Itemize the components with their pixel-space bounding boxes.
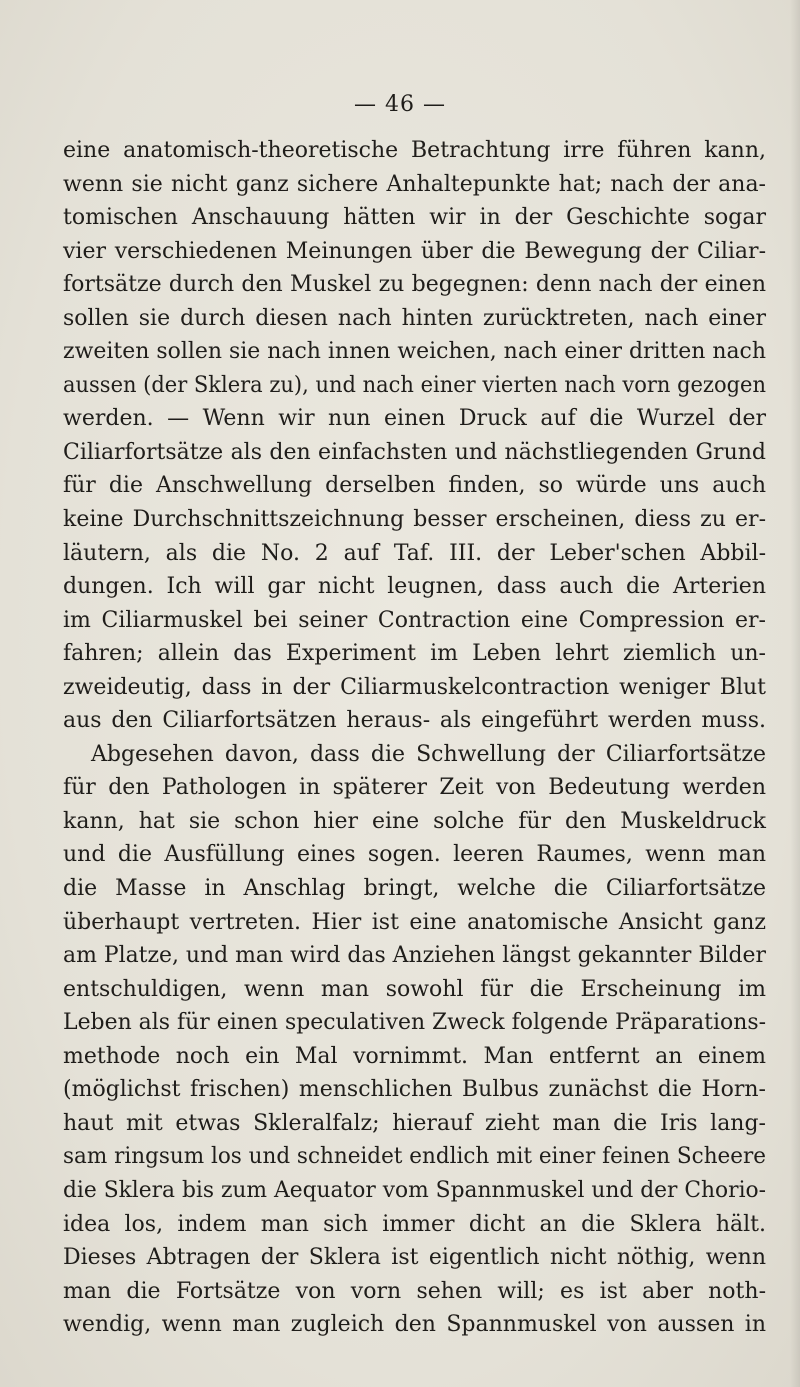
text-line — [63, 469, 766, 503]
text-line-content: die Sklera bis zum Aequator vom Spannmuskel und der Chorio- — [63, 1177, 766, 1203]
text-line — [63, 1107, 766, 1141]
text-line — [63, 201, 766, 235]
text-line-content: Dieses Abtragen der Sklera ist eigentlich nicht nöthig, wenn — [63, 1245, 766, 1271]
text-line-content: wendig, wenn man zugleich den Spannmuskel von aussen in — [63, 1312, 766, 1338]
text-line-content: haut mit etwas Skleralfalz; hierauf zieht man die Iris lang- — [63, 1110, 766, 1136]
text-line — [63, 872, 766, 906]
text-line-content: im Ciliarmuskel bei seiner Contraction eine Compression er- — [63, 607, 766, 633]
text-line — [63, 838, 766, 872]
text-line-content: man die Fortsätze von vorn sehen will; es ist aber noth- — [63, 1278, 766, 1304]
text-line — [63, 235, 766, 269]
text-line — [63, 1241, 766, 1275]
text-line — [63, 503, 766, 537]
text-line — [63, 134, 766, 168]
text-line-content: kann, hat sie schon hier eine solche für den Muskeldruck — [63, 808, 766, 834]
text-line — [63, 402, 766, 436]
text-line — [63, 1006, 766, 1040]
text-line-content: Abgesehen davon, dass die Schwellung der Ciliarfortsätze — [91, 741, 766, 767]
text-line — [63, 335, 766, 369]
text-line-content: entschuldigen, wenn man sowohl für die Erscheinung im — [63, 976, 766, 1002]
text-line — [63, 738, 766, 772]
text-line — [63, 637, 766, 671]
text-line — [63, 604, 766, 638]
text-line-content: und die Ausfüllung eines sogen. leeren Raumes, wenn man — [63, 842, 766, 868]
text-line-content: aussen (der Sklera zu), und nach einer vierten nach vorn gezogen — [63, 372, 766, 398]
text-line — [63, 369, 766, 403]
text-line — [63, 906, 766, 940]
text-line — [63, 671, 766, 705]
text-line — [63, 805, 766, 839]
page-edge-shadow — [790, 0, 800, 1387]
text-line — [63, 1140, 766, 1174]
text-line — [63, 771, 766, 805]
text-line-content: methode noch ein Mal vornimmt. Man entfernt an einem — [63, 1043, 766, 1069]
text-line-content: aus den Ciliarfortsätzen heraus- als eingeführt werden muss. — [63, 708, 766, 734]
text-line-content: für den Pathologen in späterer Zeit von Bedeutung werden — [63, 775, 766, 801]
text-line-content: vier verschiedenen Meinungen über die Bewegung der Ciliar- — [63, 238, 766, 264]
text-line-content: (möglichst frischen) menschlichen Bulbus zunächst die Horn- — [63, 1077, 766, 1103]
text-line-content: fahren; allein das Experiment im Leben lehrt ziemlich un- — [63, 641, 766, 667]
text-line-content: wenn sie nicht ganz sichere Anhaltepunkte hat; nach der ana- — [63, 171, 766, 197]
text-line — [63, 704, 766, 738]
text-line — [63, 1308, 766, 1342]
text-line-content: idea los, indem man sich immer dicht an die Sklera hält. — [63, 1211, 766, 1237]
text-line — [63, 1208, 766, 1242]
body-text — [63, 134, 766, 1342]
text-line — [63, 1275, 766, 1309]
text-line-content: überhaupt vertreten. Hier ist eine anatomische Ansicht ganz — [63, 909, 766, 935]
text-line-content: für die Anschwellung derselben finden, so würde uns auch — [63, 473, 766, 499]
text-line-content: läutern, als die No. 2 auf Taf. III. der Leber'schen Abbil- — [63, 540, 766, 566]
text-line-content: die Masse in Anschlag bringt, welche die Ciliarfortsätze — [63, 876, 766, 902]
text-line-content: sam ringsum los und schneidet endlich mit einer feinen Scheere — [63, 1144, 766, 1170]
text-line-content: zweiten sollen sie nach innen weichen, nach einer dritten nach — [63, 339, 766, 365]
text-line-content: tomischen Anschauung hätten wir in der Geschichte sogar — [63, 205, 766, 231]
text-line — [63, 1073, 766, 1107]
text-line — [63, 939, 766, 973]
text-line — [63, 570, 766, 604]
text-line — [63, 302, 766, 336]
text-line-content: werden. — Wenn wir nun einen Druck auf die Wurzel der — [63, 406, 766, 432]
text-line-content: am Platze, und man wird das Anziehen längst gekannter Bilder — [63, 943, 766, 969]
page-number-header: — 46 — — [354, 92, 446, 117]
text-line-content: dungen. Ich will gar nicht leugnen, dass auch die Arterien — [63, 574, 766, 600]
text-line-content: Leben als für einen speculativen Zweck folgende Präparations- — [63, 1010, 766, 1036]
text-line — [63, 168, 766, 202]
text-line-content: eine anatomisch-theoretische Betrachtung irre führen kann, — [63, 138, 766, 163]
text-line — [63, 973, 766, 1007]
text-line — [63, 537, 766, 571]
text-line-content: Ciliarfortsätze als den einfachsten und nächstliegenden Grund — [63, 439, 766, 465]
text-line-content: fortsätze durch den Muskel zu begegnen: denn nach der einen — [63, 272, 766, 298]
text-line-content: zweideutig, dass in der Ciliarmuskelcontraction weniger Blut — [63, 674, 766, 700]
text-line-content: sollen sie durch diesen nach hinten zurücktreten, nach einer — [63, 305, 766, 331]
text-line-content: keine Durchschnittszeichnung besser erscheinen, diess zu er- — [63, 507, 766, 533]
text-line — [63, 1174, 766, 1208]
text-line — [63, 268, 766, 302]
text-line — [63, 1040, 766, 1074]
text-line — [63, 436, 766, 470]
